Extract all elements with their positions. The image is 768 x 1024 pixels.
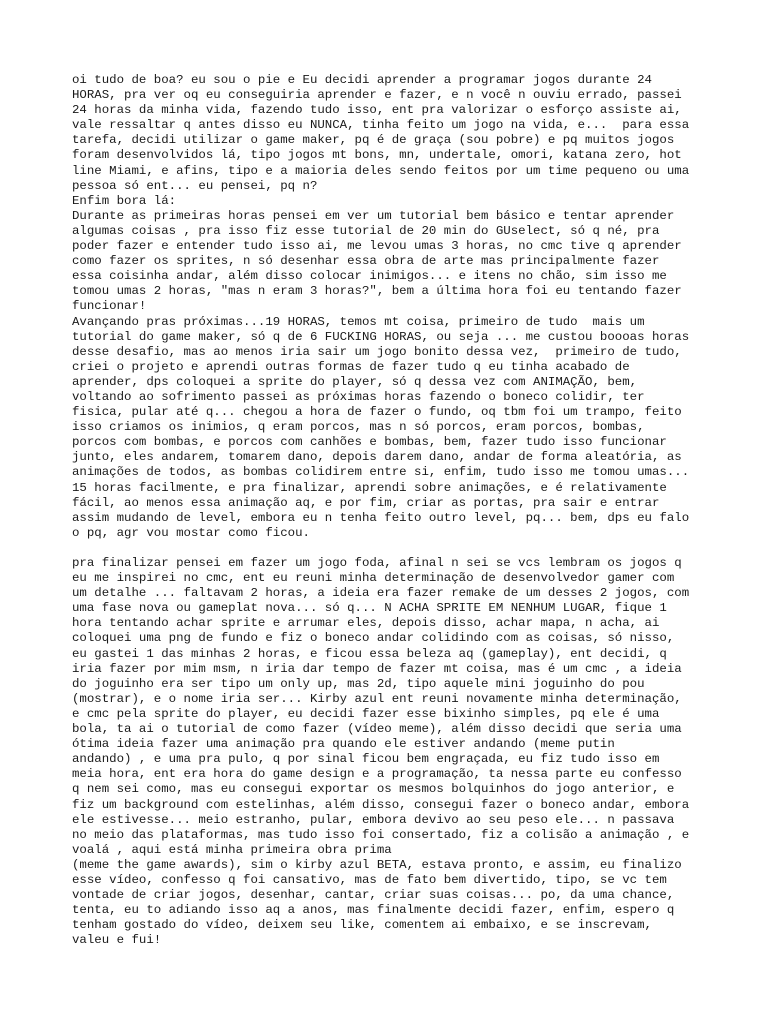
text-line: esse vídeo, confesso q foi cansativo, mas de fato bem divertido, tipo, se vc tem xyxy=(72,872,667,887)
text-line: meia hora, ent era hora do game design e a programação, ta nessa parte eu confesso xyxy=(72,767,682,782)
text-line: animações de todos, as bombas colidirem entre si, enfim, tudo isso me tomou umas... xyxy=(72,465,690,480)
text-line: (mostrar), e o nome iria ser... Kirby azul ent reuni novamente minha determinação, xyxy=(72,691,682,706)
text-line: line Miami, e afins, tipo e a maioria deles sendo feitos por um time pequeno ou uma xyxy=(72,163,690,178)
text-line: q nem sei como, mas eu consegui exportar os mesmos bolquinhos do jogo anterior, e xyxy=(72,782,675,797)
text-line: aprender, dps coloquei a sprite do player, só q dessa vez com ANIMAÇÃO, bem, xyxy=(72,374,638,389)
text-line: tenham gostado do vídeo, deixem seu like, comentem ai embaixo, e se inscrevam, xyxy=(72,918,652,933)
text-line: como fazer os sprites, n só desenhar essa obra de arte mas principalmente fazer xyxy=(72,254,660,269)
text-line: (meme the game awards), sim o kirby azul BETA, estava pronto, e assim, eu finalizo xyxy=(72,857,682,872)
text-line: tarefa, decidi utilizar o game maker, pq é de graça (sou pobre) e pq muitos jogos xyxy=(72,133,675,148)
text-line: essa coisinha andar, além disso colocar inimigos... e itens no chão, sim isso me xyxy=(72,269,667,284)
text-line: assim mudando de level, embora eu n tenha feito outro level, pq... bem, dps eu falo xyxy=(72,510,690,525)
text-line: bola, ta ai o tutorial de como fazer (vídeo meme), além disso decidi que seria uma xyxy=(72,722,682,737)
text-line: Enfim bora lá: xyxy=(72,193,177,208)
text-line: valeu e fui! xyxy=(72,933,162,948)
text-line: isso criamos os inimios, q eram porcos, mas n só porcos, eram porcos, bombas, xyxy=(72,420,645,435)
text-line: Durante as primeiras horas pensei em ver um tutorial bem básico e tentar aprender xyxy=(72,208,675,223)
text-line: fiz um background com estelinhas, além disso, consegui fazer o boneco andar, embora xyxy=(72,797,690,812)
text-line: o pq, agr vou mostar como ficou. xyxy=(72,525,310,540)
text-line: um detalhe ... faltavam 2 horas, a ideia era fazer remake de um desses 2 jogos, com xyxy=(72,586,690,601)
text-line: 24 horas da minha vida, fazendo tudo isso, ent pra valorizar o esforço assiste ai, xyxy=(72,103,682,118)
text-line: Avançando pras próximas...19 HORAS, temos mt coisa, primeiro de tudo mais um xyxy=(72,314,645,329)
text-line: fácil, ao menos essa animação aq, e por fim, criar as portas, pra sair e entrar xyxy=(72,495,660,510)
text-line: tenta, eu to adiando isso aq a anos, mas finalmente decidi fazer, enfim, espero q xyxy=(72,903,675,918)
text-line: tutorial do game maker, só q de 6 FUCKING HORAS, ou seja ... me custou boooas horas xyxy=(72,329,690,344)
text-line: do joguinho era ser tipo um only up, mas 2d, tipo aquele mini joguinho do pou xyxy=(72,676,645,691)
text-line: 15 horas facilmente, e pra finalizar, aprendi sobre animações, e é relativamente xyxy=(72,480,667,495)
text-line: voalá , aqui está minha primeira obra prima xyxy=(72,842,392,857)
paragraph-2 xyxy=(72,556,718,948)
text-line: algumas coisas , pra isso fiz esse tutorial de 20 min do GUselect, só q né, pra xyxy=(72,223,660,238)
text-line: HORAS, pra ver oq eu conseguiria aprender e fazer, e n você n ouviu errado, passei xyxy=(72,88,682,103)
text-line: poder fazer e entender tudo isso ai, me levou umas 3 horas, no cmc tive q aprender xyxy=(72,239,682,254)
text-line: tomou umas 2 horas, "mas n eram 3 horas?", bem a última hora foi eu tentando fazer xyxy=(72,284,682,299)
text-line: vale ressaltar q antes disso eu NUNCA, tinha feito um jogo na vida, e... para essa xyxy=(72,118,690,133)
text-line: ótima ideia fazer uma animação pra quando ele estiver andando (meme putin xyxy=(72,737,615,752)
text-line: fisica, pular até q... chegou a hora de fazer o fundo, oq tbm foi um trampo, feito xyxy=(72,405,682,420)
text-line: pra finalizar pensei em fazer um jogo foda, afinal n sei se vcs lembram os jogos q xyxy=(72,556,682,570)
text-line: no meio das plataformas, mas tudo isso foi consertado, fiz a colisão a animação , e xyxy=(72,827,690,842)
text-line: junto, eles andarem, tomarem dano, depois darem dano, andar de forma aleatória, as xyxy=(72,450,682,465)
text-line: andando) , e uma pra pulo, q por sinal ficou bem engraçada, eu fiz tudo isso em xyxy=(72,752,660,767)
text-line: oi tudo de boa? eu sou o pie e Eu decidi aprender a programar jogos durante 24 xyxy=(72,73,652,87)
text-line: funcionar! xyxy=(72,299,147,314)
text-line: porcos com bombas, e porcos com canhões e bombas, bem, fazer tudo isso funcionar xyxy=(72,435,667,450)
text-line: iria fazer por mim msm, n iria dar tempo de fazer mt coisa, mas é um cmc , a ideia xyxy=(72,661,682,676)
text-line: e cmc pela sprite do player, eu decidi fazer esse bixinho simples, pq ele é uma xyxy=(72,706,660,721)
text-line: vontade de criar jogos, desenhar, cantar, criar suas coisas... po, da uma chance, xyxy=(72,888,675,903)
text-line: eu gastei 1 das minhas 2 horas, e ficou essa beleza aq (gameplay), ent decidi, q xyxy=(72,646,667,661)
text-line: hora tentando achar sprite e arrumar eles, depois disso, achar mapa, n acha, ai xyxy=(72,616,660,631)
text-line: eu me inspirei no cmc, ent eu reuni minha determinação de desenvolvedor gamer com xyxy=(72,571,675,586)
text-line: foram desenvolvidos lá, tipo jogos mt bons, mn, undertale, omori, katana zero, hot xyxy=(72,148,682,163)
text-line: desse desafio, mas ao menos iria sair um jogo bonito dessa vez, primeiro de tudo, xyxy=(72,344,682,359)
text-line: uma fase nova ou gameplat nova... só q... N ACHA SPRITE EM NENHUM LUGAR, fique 1 xyxy=(72,601,667,616)
text-line: coloquei uma png de fundo e fiz o boneco andar colidindo com as coisas, só nisso, xyxy=(72,631,675,646)
text-line: voltando ao sofrimento passei as próximas horas fazendo o boneco colidir, ter xyxy=(72,389,645,404)
text-line: ele estivesse... meio estranho, pular, embora devivo ao seu peso ele... n passava xyxy=(72,812,675,827)
paragraph-1 xyxy=(72,73,718,541)
text-line: criei o projeto e aprendi outras formas de fazer tudo q eu tinha acabado de xyxy=(72,359,630,374)
text-line: pessoa só ent... eu pensei, pq n? xyxy=(72,178,318,193)
